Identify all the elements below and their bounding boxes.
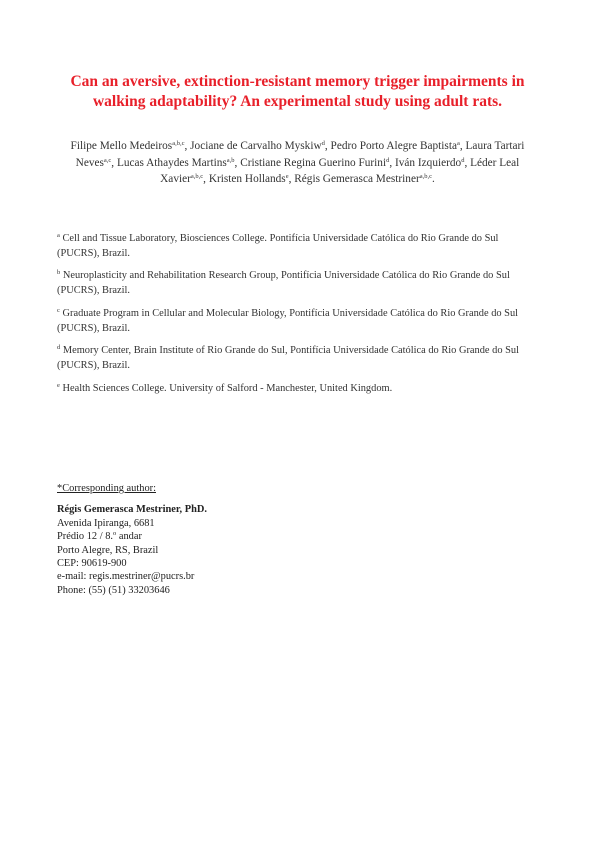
address-street: Avenida Ipiranga, 6681 (57, 517, 155, 529)
author-affiliation-marker: a,c (103, 156, 112, 164)
corresponding-author-block (57, 482, 207, 597)
affiliation (57, 269, 537, 298)
author: Filipe Mello Medeiros$^{a,b,c}$, (70, 140, 191, 152)
author-affiliation-marker: a (456, 140, 460, 147)
affiliation-text: Memory Center, Brain Institute of Rio Grande do Sul, Pontifícia Universidade Católica do Rio Grande do Sul (PUCRS), Brazil. (57, 345, 519, 371)
author: Cristiane Regina Guerino Furini$^d$, (240, 156, 395, 169)
phone-line: Phone: (55) (51) 33203646 (57, 584, 170, 596)
author-affiliation-marker: d (461, 156, 465, 164)
affiliation (57, 382, 537, 397)
author: Kristen Hollands$^e$, (208, 173, 295, 185)
affiliation (57, 344, 537, 373)
author: Pedro Porto Alegre Baptista$^a$, (330, 140, 466, 152)
author: Jociane de Carvalho Myskiw$^d$, (190, 140, 331, 152)
author: Léder Leal Xavier$^{a,b,c}$, (160, 156, 520, 185)
affiliation-label: d (57, 344, 61, 352)
address-cep: CEP: 90619-900 (57, 558, 127, 570)
affiliation-label: b (57, 269, 61, 277)
address-city: Porto Alegre, RS, Brazil (57, 544, 159, 556)
author-affiliation-marker: e (285, 173, 289, 180)
author: Laura Tartari Neves$^{a,c}$, (75, 140, 525, 169)
author-affiliation-marker: a,b,c (190, 173, 204, 180)
author-affiliation-marker: a,b,c (419, 173, 433, 180)
affiliation-label: c (57, 306, 60, 314)
affiliation (57, 232, 537, 261)
affiliation-text: Graduate Program in Cellular and Molecular Biology, Pontifícia Universidade Católica do Rio Grande do Sul (PUCRS), Brazil. (57, 307, 519, 334)
author-list (60, 138, 535, 188)
author-affiliation-marker: a,b,c (172, 140, 185, 147)
email-line: e-mail: regis.mestriner@pucrs.br (57, 571, 195, 583)
affiliation-text: Neuroplasticity and Rehabilitation Research Group, Pontifícia Universidade Católica do Rio Grande do Sul (PUCRS), Brazil. (57, 270, 510, 297)
address-building: Prédio 12 / 8.$^o$ andar (57, 530, 142, 543)
author: Iván Izquierdo$^d$, (395, 156, 471, 169)
author: Régis Gemerasca Mestriner$^{a,b,c}$. (294, 173, 435, 185)
author-affiliation-marker: d (386, 156, 390, 164)
affiliation-label: a (57, 232, 60, 239)
affiliation (57, 307, 537, 336)
author: Lucas Athaydes Martins$^{a,b}$, (116, 156, 241, 169)
affiliation-text: Health Sciences College. University of Salford - Manchester, United Kingdom. (62, 382, 393, 394)
author-affiliation-marker: a,b (226, 156, 235, 164)
affiliation-list (57, 232, 537, 404)
corresponding-author-name: Régis Gemerasca Mestriner, PhD. (57, 504, 207, 516)
author-affiliation-marker: d (321, 140, 325, 147)
corresponding-author-heading: *Corresponding author: (57, 483, 156, 494)
affiliation-text: Cell and Tissue Laboratory, Biosciences College. Pontifícia Universidade Católica do Rio Grande do Sul (PUCRS), Brazil. (57, 233, 499, 259)
paper-title: Can an aversive, extinction-resistant memory trigger impairments in walking adaptability? An experimental study using adult rats. (70, 73, 525, 110)
affiliation-label: e (57, 381, 60, 389)
